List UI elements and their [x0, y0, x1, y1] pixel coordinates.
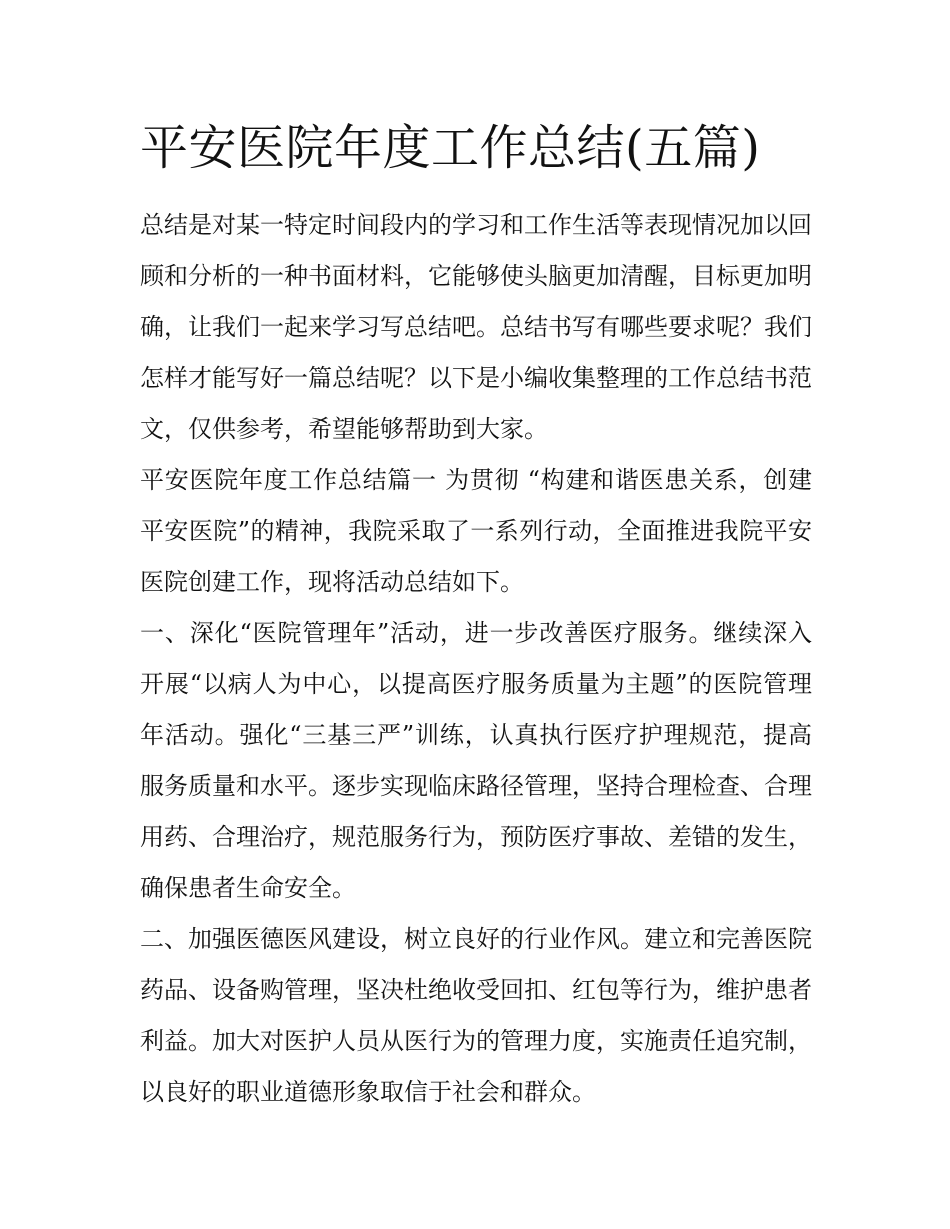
intro-paragraph: 总结是对某一特定时间段内的学习和工作生活等表现情况加以回顾和分析的一种书面材料，它能够使头脑更加清醒，目标更加明确，让我们一起来学习写总结吧。总结书写有哪些要求呢？我们怎样才能写好一篇总结呢？以下是小编收集整理的工作总结书范文，仅供参考，希望能够帮助到大家。	[140, 211, 812, 443]
section-one-paragraph: 平安医院年度工作总结篇一 为贯彻 “构建和谐医患关系，创建平安医院”的精神，我院采取了一系列行动，全面推进我院平安医院创建工作，现将活动总结如下。	[140, 466, 812, 596]
document-page	[140, 112, 812, 1118]
item-one-paragraph: 一、深化“医院管理年”活动，进一步改善医疗服务。继续深入开展“以病人为中心，以提高医疗服务质量为主题”的医院管理年活动。强化“三基三严”训练，认真执行医疗护理规范，提高服务质量和水平。逐步实现临床路径管理，坚持合理检查、合理用药、合理治疗，规范服务行为，预防医疗事故、差错的发生，确保患者生命安全。	[140, 619, 812, 902]
item-two-paragraph: 二、加强医德医风建设，树立良好的行业作风。建立和完善医院药品、设备购管理，坚决杜绝收受回扣、红包等行为，维护患者利益。加大对医护人员从医行为的管理力度，实施责任追究制，以良好的职业道德形象取信于社会和群众。	[140, 925, 812, 1106]
document-body	[140, 200, 812, 1118]
document-title: 平安医院年度工作总结(五篇)	[140, 120, 761, 176]
